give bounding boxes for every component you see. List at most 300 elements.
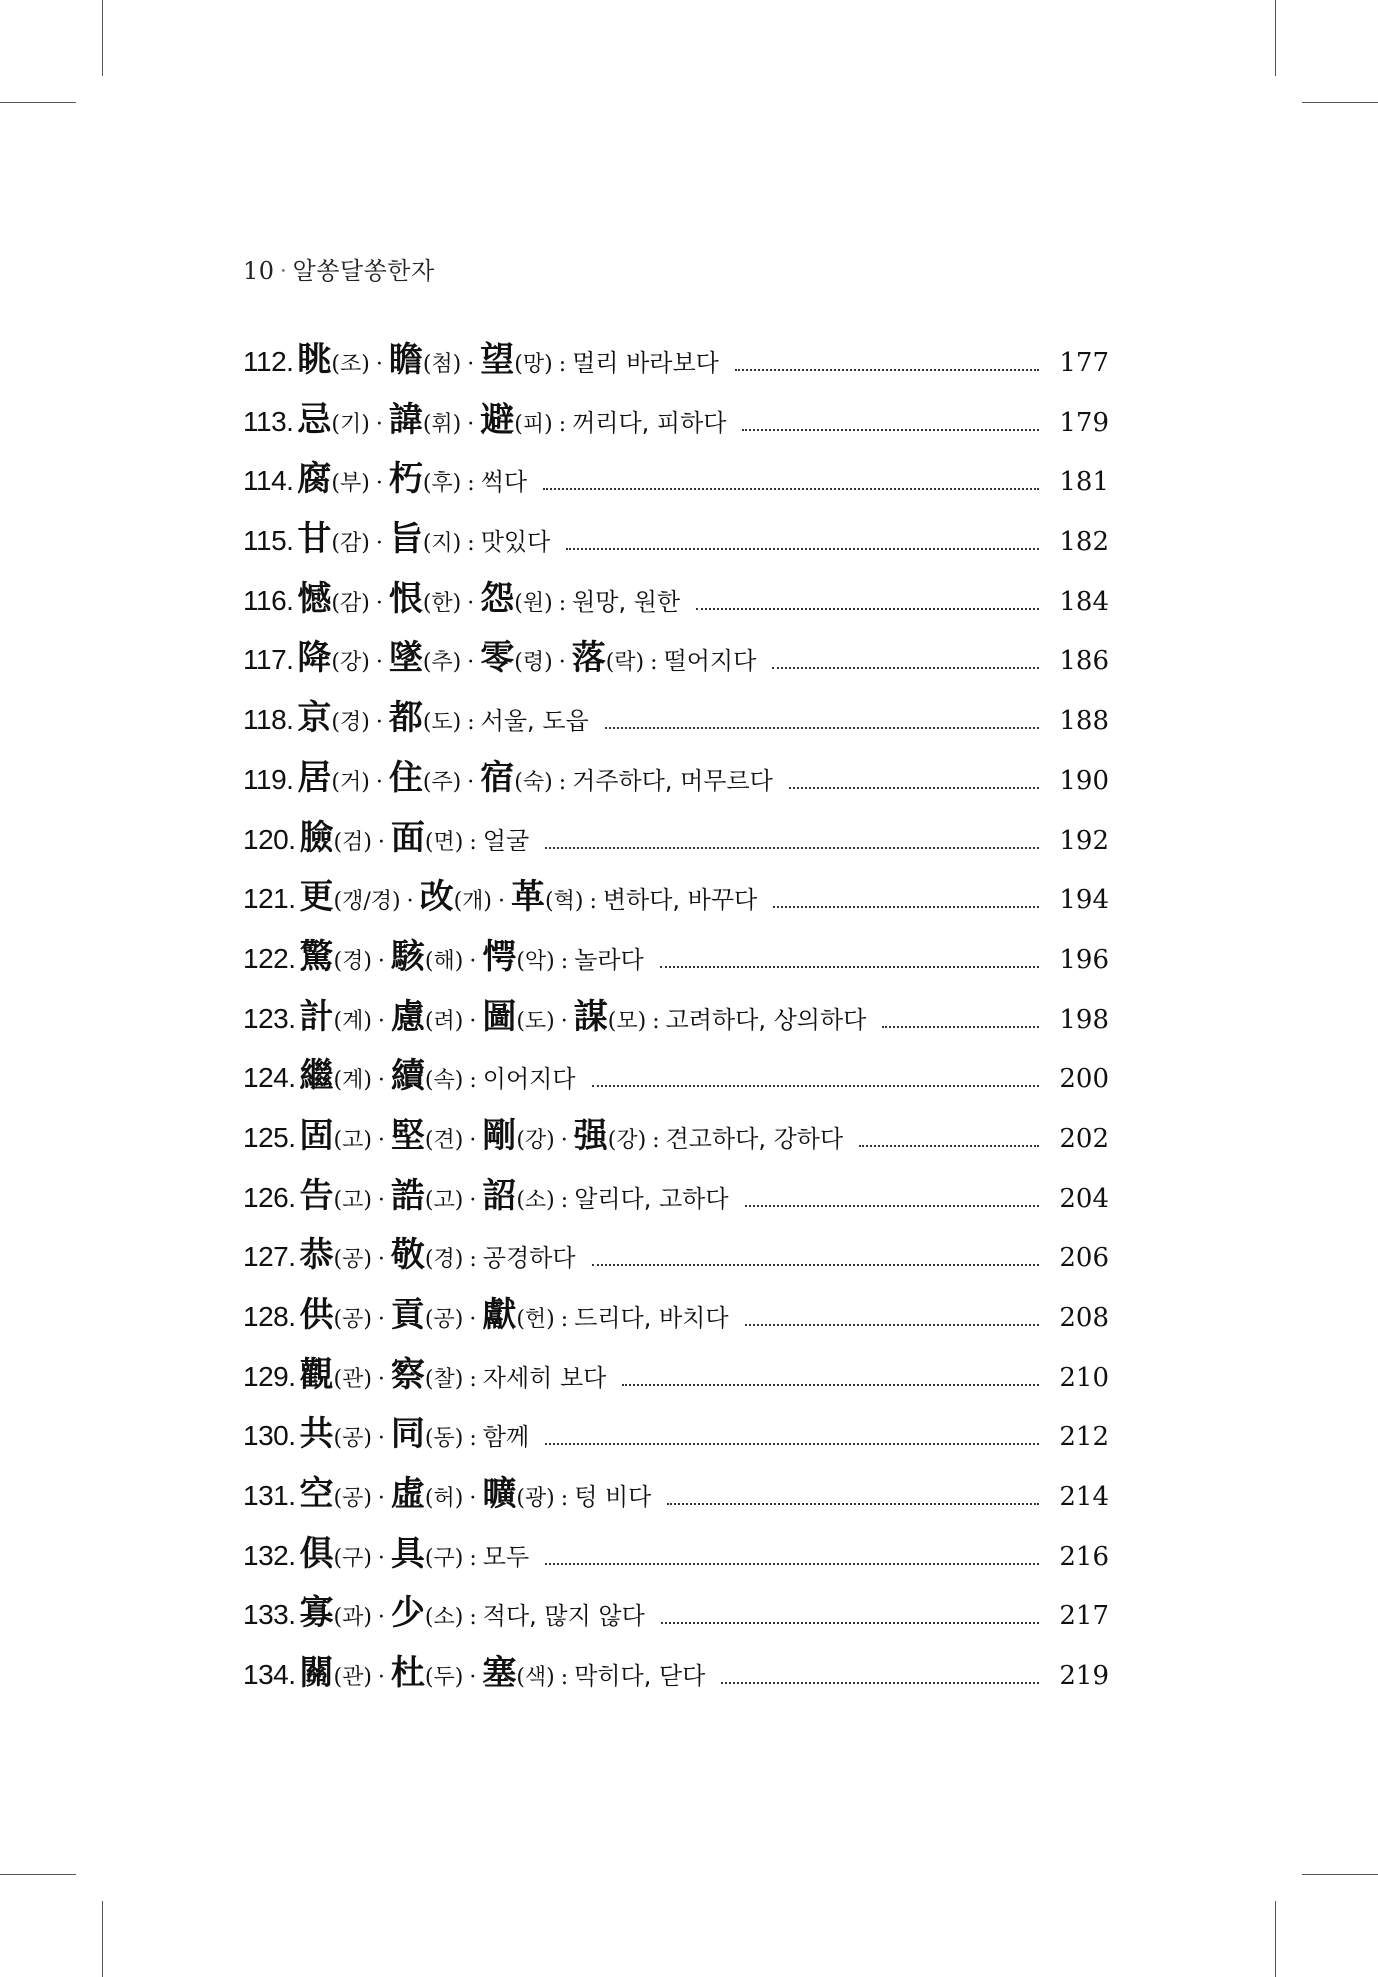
- entry-characters: [300, 1108, 647, 1157]
- colon: :: [560, 948, 569, 974]
- colon: :: [558, 590, 567, 616]
- hanja-character: 圖: [482, 996, 517, 1037]
- entry-page-number: 214: [1059, 1482, 1109, 1513]
- hanja-reading: (경): [331, 710, 370, 736]
- entry-number: 131.: [243, 1480, 296, 1512]
- hanja-character: 驚: [299, 936, 334, 977]
- dot-leader: [735, 369, 1039, 371]
- entry-page-number: 204: [1059, 1183, 1109, 1214]
- colon: :: [560, 1307, 569, 1332]
- entry-characters: [297, 392, 552, 441]
- entry-meaning: 얼굴: [482, 826, 530, 855]
- colon: :: [560, 1665, 569, 1691]
- entry-meaning: 텅 비다: [574, 1483, 652, 1512]
- toc-entry: [243, 451, 1109, 511]
- dot-leader: [721, 1682, 1039, 1684]
- entry-meaning: 적다, 많지 않다: [482, 1602, 645, 1631]
- entry-characters: [300, 1645, 555, 1694]
- middle-dot: ·: [467, 590, 475, 616]
- entry-meaning: 거주하다, 머무르다: [572, 766, 773, 795]
- hanja-character: 面: [390, 817, 425, 858]
- toc-entry: [243, 1168, 1109, 1228]
- dot-leader: [789, 787, 1039, 789]
- colon: :: [469, 1426, 477, 1452]
- hanja-character: 强: [573, 1115, 608, 1156]
- hanja-reading: (원): [514, 590, 553, 616]
- toc-entry: [243, 1227, 1109, 1287]
- middle-dot: ·: [469, 1008, 477, 1034]
- entry-characters: [300, 1466, 555, 1515]
- hanja-character: 住: [388, 757, 423, 798]
- entry-characters: [300, 869, 584, 918]
- middle-dot: ·: [558, 650, 566, 676]
- middle-dot: ·: [377, 1486, 385, 1512]
- entry-page-number: 198: [1059, 1004, 1109, 1035]
- entry-characters: [297, 451, 461, 500]
- colon: :: [558, 411, 567, 437]
- hanja-character: 恨: [388, 578, 423, 619]
- hanja-character: 忌: [297, 399, 332, 440]
- hanja-reading: (동): [424, 1426, 464, 1452]
- hanja-character: 京: [297, 698, 332, 739]
- crop-mark-bottom-right-horizontal: [1302, 1874, 1378, 1875]
- dot-leader: [661, 1622, 1039, 1624]
- dot-leader: [742, 429, 1039, 431]
- entry-page-number: 196: [1059, 944, 1109, 975]
- hanja-character: 同: [390, 1414, 425, 1455]
- hanja-character: 察: [390, 1354, 425, 1395]
- hanja-character: 貢: [390, 1295, 425, 1335]
- hanja-reading: (관): [333, 1366, 372, 1392]
- toc-entry: [243, 750, 1109, 810]
- hanja-reading: (조): [331, 352, 370, 377]
- entry-meaning: 놀라다: [574, 945, 644, 974]
- toc-entry: [243, 1466, 1109, 1526]
- entry-number: 130.: [243, 1420, 296, 1452]
- entry-characters: [297, 332, 552, 381]
- toc-entry: [243, 1406, 1109, 1466]
- middle-dot: ·: [560, 1127, 568, 1153]
- middle-dot: ·: [498, 889, 506, 915]
- hanja-reading: (후): [422, 471, 462, 497]
- entry-page-number: 208: [1059, 1303, 1109, 1333]
- toc-entry: [243, 1526, 1109, 1586]
- entry-characters: [297, 571, 552, 620]
- hanja-reading: (소): [516, 1187, 555, 1213]
- dot-leader: [566, 548, 1039, 550]
- entry-page-number: 190: [1059, 765, 1109, 796]
- dot-leader: [745, 1205, 1039, 1207]
- entry-meaning: 변하다, 바꾸다: [602, 886, 758, 915]
- entry-meaning: 이어지다: [482, 1065, 576, 1094]
- middle-dot: ·: [377, 948, 385, 974]
- hanja-reading: (감): [331, 590, 370, 616]
- entry-number: 123.: [243, 1002, 296, 1034]
- hanja-reading: (색): [516, 1665, 555, 1691]
- hanja-character: 詔: [482, 1175, 517, 1216]
- entry-page-number: 219: [1059, 1661, 1109, 1692]
- dot-leader: [772, 667, 1039, 669]
- middle-dot: ·: [377, 1068, 385, 1094]
- entry-meaning: 공경하다: [482, 1244, 576, 1273]
- entry-number: 118.: [243, 704, 294, 736]
- table-of-contents: [243, 332, 1109, 1705]
- dot-leader: [592, 1085, 1039, 1087]
- middle-dot: ·: [377, 1008, 385, 1034]
- entry-page-number: 216: [1059, 1541, 1109, 1572]
- hanja-character: 降: [297, 638, 332, 679]
- colon: :: [652, 1008, 660, 1034]
- hanja-character: 敬: [390, 1235, 425, 1276]
- middle-dot: ·: [377, 1545, 385, 1571]
- hanja-character: 望: [480, 340, 515, 380]
- hanja-reading: (고): [333, 1127, 372, 1153]
- middle-dot: ·: [377, 829, 385, 855]
- hanja-reading: (고): [333, 1187, 372, 1213]
- entry-page-number: 202: [1059, 1123, 1109, 1154]
- hanja-character: 落: [571, 638, 606, 679]
- colon: :: [467, 531, 475, 557]
- dot-leader: [592, 1264, 1039, 1266]
- hanja-character: 固: [299, 1115, 334, 1156]
- entry-page-number: 182: [1059, 527, 1109, 558]
- dot-leader: [773, 906, 1039, 908]
- entry-number: 127.: [243, 1241, 296, 1273]
- hanja-reading: (거): [331, 769, 370, 795]
- crop-mark-top-right-vertical: [1275, 0, 1276, 76]
- hanja-reading: (락): [605, 650, 645, 676]
- middle-dot: ·: [469, 948, 477, 974]
- middle-dot: ·: [377, 1127, 385, 1153]
- hanja-reading: (공): [333, 1486, 372, 1512]
- colon: :: [558, 352, 567, 377]
- toc-entry: [243, 630, 1109, 690]
- hanja-reading: (경): [333, 948, 372, 974]
- hanja-character: 剛: [482, 1115, 517, 1156]
- hanja-reading: (검): [333, 829, 372, 855]
- hanja-character: 改: [419, 877, 454, 918]
- middle-dot: ·: [377, 1605, 385, 1631]
- hanja-reading: (구): [333, 1545, 372, 1571]
- entry-number: 134.: [243, 1659, 296, 1691]
- middle-dot: ·: [377, 1366, 385, 1392]
- hanja-character: 繼: [299, 1056, 334, 1097]
- middle-dot: ·: [467, 769, 475, 795]
- hanja-reading: (허): [424, 1486, 464, 1512]
- running-head: [243, 251, 435, 286]
- hanja-reading: (헌): [516, 1307, 555, 1332]
- entry-characters: [297, 750, 552, 799]
- entry-characters: [300, 929, 555, 978]
- hanja-character: 愕: [482, 936, 517, 977]
- hanja-reading: (추): [422, 650, 462, 676]
- hanja-character: 甘: [297, 519, 332, 560]
- middle-dot: ·: [377, 1665, 385, 1691]
- entry-number: 133.: [243, 1599, 296, 1631]
- middle-dot: ·: [467, 411, 475, 437]
- middle-dot: ·: [377, 1307, 385, 1332]
- hanja-character: 避: [480, 399, 515, 440]
- hanja-reading: (도): [516, 1008, 555, 1034]
- crop-mark-top-left-vertical: [102, 0, 103, 76]
- hanja-reading: (해): [424, 948, 464, 974]
- dot-leader: [605, 727, 1039, 729]
- toc-entry: [243, 989, 1109, 1049]
- hanja-reading: (망): [514, 352, 553, 377]
- entry-characters: [297, 511, 461, 560]
- colon: :: [560, 1486, 569, 1512]
- hanja-reading: (강): [516, 1127, 555, 1153]
- entry-meaning: 썩다: [480, 468, 528, 497]
- crop-mark-top-right-horizontal: [1302, 102, 1378, 103]
- middle-dot: ·: [469, 1307, 477, 1332]
- entry-characters: [300, 989, 647, 1038]
- hanja-character: 告: [299, 1175, 334, 1216]
- hanja-character: 墜: [388, 638, 423, 679]
- entry-page-number: 217: [1059, 1601, 1109, 1632]
- entry-number: 117.: [243, 644, 294, 676]
- middle-dot: ·: [375, 471, 383, 497]
- entry-meaning: 함께: [482, 1423, 530, 1452]
- hanja-character: 獻: [482, 1295, 517, 1335]
- hanja-reading: (공): [333, 1426, 372, 1452]
- hanja-reading: (강): [607, 1127, 647, 1153]
- hanja-reading: (관): [333, 1665, 372, 1691]
- hanja-character: 杜: [390, 1653, 425, 1694]
- middle-dot: ·: [467, 352, 475, 377]
- entry-page-number: 181: [1059, 467, 1109, 498]
- hanja-character: 憾: [297, 578, 332, 619]
- separator: ·: [279, 257, 288, 285]
- entry-meaning: 원망, 원한: [572, 587, 681, 616]
- dot-leader: [660, 966, 1039, 968]
- entry-page-number: 179: [1059, 407, 1109, 438]
- entry-characters: [300, 1406, 464, 1455]
- entry-meaning: 고려하다, 상의하다: [665, 1005, 867, 1034]
- middle-dot: ·: [467, 650, 475, 676]
- hanja-character: 具: [390, 1533, 425, 1574]
- middle-dot: ·: [469, 1127, 477, 1153]
- hanja-character: 恭: [299, 1235, 334, 1276]
- hanja-reading: (공): [333, 1307, 372, 1332]
- dot-leader: [545, 847, 1039, 849]
- entry-number: 132.: [243, 1539, 296, 1571]
- entry-characters: [300, 1048, 464, 1097]
- hanja-reading: (견): [424, 1127, 464, 1153]
- hanja-reading: (갱/경): [333, 889, 401, 915]
- dot-leader: [882, 1026, 1039, 1028]
- entry-meaning: 견고하다, 강하다: [665, 1124, 844, 1153]
- entry-page-number: 186: [1059, 646, 1109, 677]
- entry-meaning: 맛있다: [480, 528, 551, 557]
- toc-entry: [243, 1347, 1109, 1407]
- entry-characters: [300, 1585, 464, 1634]
- entry-number: 128.: [243, 1301, 296, 1332]
- colon: :: [560, 1187, 569, 1213]
- hanja-character: 居: [297, 757, 332, 798]
- toc-entry: [243, 690, 1109, 750]
- dot-leader: [696, 608, 1039, 610]
- hanja-character: 朽: [388, 459, 423, 500]
- hanja-reading: (찰): [424, 1366, 464, 1392]
- colon: :: [469, 1366, 477, 1392]
- entry-page-number: 206: [1059, 1243, 1109, 1274]
- hanja-reading: (주): [422, 769, 462, 795]
- hanja-reading: (계): [333, 1008, 372, 1034]
- dot-leader: [543, 488, 1039, 490]
- middle-dot: ·: [375, 650, 383, 676]
- entry-characters: [297, 630, 644, 679]
- colon: :: [652, 1127, 660, 1153]
- toc-entry: [243, 1645, 1109, 1705]
- colon: :: [467, 710, 475, 736]
- book-title: 알쏭달쏭한자: [292, 257, 435, 285]
- hanja-character: 塞: [482, 1653, 517, 1694]
- middle-dot: ·: [377, 1247, 385, 1273]
- hanja-reading: (두): [424, 1665, 464, 1691]
- entry-characters: [300, 1526, 464, 1575]
- entry-number: 129.: [243, 1360, 296, 1392]
- hanja-character: 計: [299, 996, 334, 1037]
- colon: :: [469, 1247, 477, 1273]
- entry-number: 114.: [243, 465, 294, 497]
- hanja-reading: (공): [424, 1307, 464, 1332]
- colon: :: [650, 650, 658, 676]
- hanja-character: 慮: [390, 996, 425, 1037]
- hanja-reading: (지): [422, 531, 462, 557]
- toc-entry: [243, 929, 1109, 989]
- hanja-reading: (감): [331, 531, 370, 557]
- hanja-reading: (공): [333, 1247, 372, 1273]
- hanja-reading: (과): [333, 1605, 372, 1631]
- hanja-character: 供: [299, 1295, 334, 1335]
- middle-dot: ·: [375, 352, 383, 377]
- hanja-reading: (숙): [514, 769, 553, 795]
- entry-number: 115.: [243, 525, 294, 557]
- entry-characters: [300, 1168, 555, 1217]
- middle-dot: ·: [469, 1486, 477, 1512]
- hanja-character: 宿: [480, 757, 515, 798]
- toc-entry: [243, 1287, 1109, 1347]
- entry-page-number: 212: [1059, 1422, 1109, 1453]
- entry-characters: [300, 810, 464, 859]
- dot-leader: [545, 1443, 1039, 1445]
- hanja-character: 諱: [388, 399, 423, 440]
- middle-dot: ·: [375, 411, 383, 437]
- entry-meaning: 막히다, 닫다: [574, 1662, 706, 1691]
- hanja-reading: (광): [516, 1486, 555, 1512]
- middle-dot: ·: [375, 590, 383, 616]
- entry-characters: [300, 1227, 464, 1276]
- toc-entry: [243, 1108, 1109, 1168]
- hanja-character: 更: [299, 877, 334, 918]
- hanja-reading: (고): [424, 1187, 464, 1213]
- hanja-reading: (개): [453, 889, 493, 915]
- middle-dot: ·: [469, 1665, 477, 1691]
- middle-dot: ·: [375, 531, 383, 557]
- hanja-character: 零: [480, 638, 515, 679]
- hanja-reading: (기): [331, 411, 370, 437]
- entry-meaning: 모두: [482, 1542, 530, 1571]
- colon: :: [469, 1605, 477, 1631]
- crop-mark-bottom-left-vertical: [102, 1901, 103, 1977]
- colon: :: [469, 1068, 477, 1094]
- hanja-reading: (부): [331, 471, 370, 497]
- dot-leader: [745, 1324, 1039, 1326]
- colon: :: [467, 471, 475, 497]
- middle-dot: ·: [560, 1008, 568, 1034]
- entry-page-number: 200: [1059, 1064, 1109, 1095]
- hanja-character: 續: [390, 1056, 425, 1097]
- colon: :: [469, 829, 477, 855]
- hanja-character: 曠: [482, 1474, 517, 1515]
- hanja-reading: (구): [424, 1545, 464, 1571]
- entry-meaning: 멀리 바라보다: [572, 349, 719, 377]
- entry-page-number: 184: [1059, 586, 1109, 617]
- toc-entry: [243, 392, 1109, 452]
- entry-meaning: 서울, 도읍: [480, 707, 589, 736]
- entry-characters: [297, 690, 461, 739]
- hanja-character: 腐: [297, 459, 332, 500]
- entry-number: 120.: [243, 823, 296, 855]
- toc-entry: [243, 511, 1109, 571]
- entry-page-number: 192: [1059, 825, 1109, 856]
- crop-mark-bottom-left-horizontal: [0, 1874, 76, 1875]
- toc-entry: [243, 1585, 1109, 1645]
- middle-dot: ·: [375, 710, 383, 736]
- entry-number: 112.: [243, 346, 294, 377]
- hanja-character: 共: [299, 1414, 334, 1455]
- hanja-reading: (강): [331, 650, 370, 676]
- dot-leader: [545, 1563, 1039, 1565]
- entry-number: 113.: [243, 405, 294, 437]
- hanja-character: 誥: [390, 1175, 425, 1216]
- dot-leader: [859, 1145, 1039, 1147]
- entry-meaning: 알리다, 고하다: [574, 1184, 729, 1213]
- middle-dot: ·: [406, 889, 414, 915]
- middle-dot: ·: [469, 1187, 477, 1213]
- colon: :: [589, 889, 597, 915]
- dot-leader: [622, 1384, 1039, 1386]
- hanja-reading: (악): [516, 948, 555, 974]
- crop-mark-bottom-right-vertical: [1275, 1901, 1276, 1977]
- entry-number: 125.: [243, 1121, 296, 1153]
- hanja-character: 寡: [299, 1593, 334, 1634]
- hanja-reading: (도): [422, 710, 462, 736]
- toc-entry: [243, 1048, 1109, 1108]
- entry-characters: [300, 1347, 464, 1396]
- entry-number: 124.: [243, 1062, 296, 1094]
- hanja-character: 空: [299, 1474, 334, 1515]
- entry-page-number: 210: [1059, 1362, 1109, 1393]
- crop-mark-top-left-horizontal: [0, 102, 76, 103]
- middle-dot: ·: [377, 1426, 385, 1452]
- hanja-character: 堅: [390, 1115, 425, 1156]
- hanja-character: 謀: [573, 996, 608, 1037]
- hanja-character: 旨: [388, 519, 423, 560]
- entry-page-number: 188: [1059, 706, 1109, 737]
- entry-number: 116.: [243, 584, 294, 616]
- toc-entry: [243, 332, 1109, 392]
- toc-entry: [243, 810, 1109, 870]
- toc-entry: [243, 869, 1109, 929]
- hanja-character: 駭: [390, 936, 425, 977]
- colon: :: [558, 769, 567, 795]
- hanja-character: 都: [388, 698, 423, 739]
- hanja-character: 臉: [299, 817, 334, 858]
- hanja-reading: (피): [514, 411, 553, 437]
- hanja-reading: (면): [424, 829, 464, 855]
